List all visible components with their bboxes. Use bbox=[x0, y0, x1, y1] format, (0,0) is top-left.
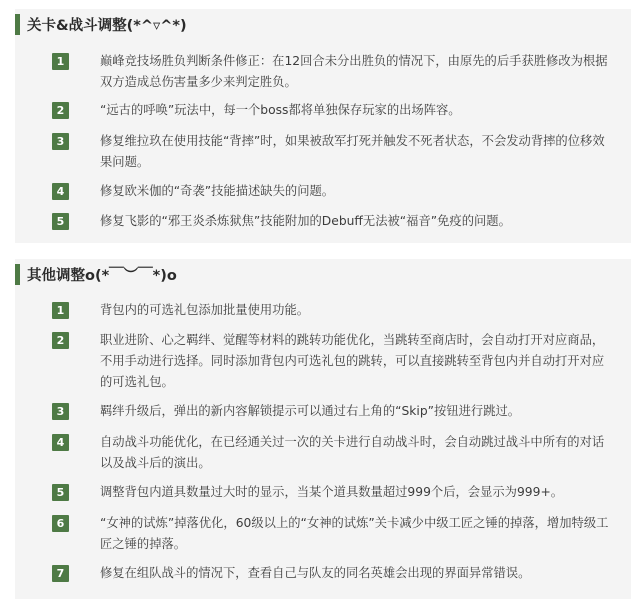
section-title: 其他调整o(*￣︶￣*)o bbox=[27, 268, 177, 284]
item-text: 自动战斗功能优化，在已经通关过一次的关卡进行自动战斗时，会自动跳过战斗中所有的对话以及战斗后的演出。 bbox=[100, 435, 605, 470]
section-other-adjustments bbox=[15, 259, 631, 599]
item-text: “远古的呼唤”玩法中，每一个boss都将单独保存玩家的出场阵容。 bbox=[100, 103, 461, 117]
section-title: 关卡&战斗调整(*^▿^*) bbox=[27, 18, 187, 34]
section-header bbox=[15, 264, 177, 285]
item-number-badge: 3 bbox=[52, 403, 69, 420]
item-text: “女神的试炼”掉落优化，60级以上的“女神的试炼”关卡减少中级工匠之锤的掉落，增加特级工匠之锤的掉落。 bbox=[100, 516, 609, 551]
item-text: 职业进阶、心之羁绊、觉醒等材料的跳转功能优化，当跳转至商店时，会自动打开对应商品，不用手动进行选择。同时添加背包内可选礼包的跳转，可以直接跳转至背包内并自动打开对应的可选礼包。 bbox=[100, 333, 605, 389]
item-text: 背包内的可选礼包添加批量使用功能。 bbox=[100, 303, 310, 317]
item-number-badge: 4 bbox=[52, 183, 69, 200]
item-text: 修复飞影的“邪王炎杀炼狱焦”技能附加的Debuff无法被“福音”免疫的问题。 bbox=[100, 214, 511, 228]
item-text: 修复维拉玖在使用技能“背摔”时，如果被敌军打死并触发不死者状态，不会发动背摔的位移效果问题。 bbox=[100, 134, 605, 169]
item-number-badge: 7 bbox=[52, 565, 69, 582]
item-text: 羁绊升级后，弹出的新内容解锁提示可以通过右上角的“Skip”按钮进行跳过。 bbox=[100, 404, 521, 418]
section-header bbox=[15, 14, 187, 35]
item-text: 调整背包内道具数量过大时的显示，当某个道具数量超过999个后，会显示为999+。 bbox=[100, 485, 564, 499]
item-number-badge: 3 bbox=[52, 133, 69, 150]
item-text: 巅峰竞技场胜负判断条件修正：在12回合未分出胜负的情况下，由原先的后手获胜修改为根据双方造成总伤害量多少来判定胜负。 bbox=[100, 54, 608, 89]
item-number-badge: 4 bbox=[52, 434, 69, 451]
item-number-badge: 6 bbox=[52, 515, 69, 532]
item-number-badge: 2 bbox=[52, 332, 69, 349]
header-accent-bar bbox=[15, 264, 20, 285]
item-number-badge: 5 bbox=[52, 213, 69, 230]
item-number-badge: 5 bbox=[52, 484, 69, 501]
item-number-badge: 1 bbox=[52, 53, 69, 70]
item-number-badge: 1 bbox=[52, 302, 69, 319]
item-text: 修复欧米伽的“奇袭”技能描述缺失的问题。 bbox=[100, 184, 335, 198]
section-level-battle bbox=[15, 9, 631, 243]
item-text: 修复在组队战斗的情况下，查看自己与队友的同名英雄会出现的界面异常错误。 bbox=[100, 566, 531, 580]
item-number-badge: 2 bbox=[52, 102, 69, 119]
header-accent-bar bbox=[15, 14, 20, 35]
